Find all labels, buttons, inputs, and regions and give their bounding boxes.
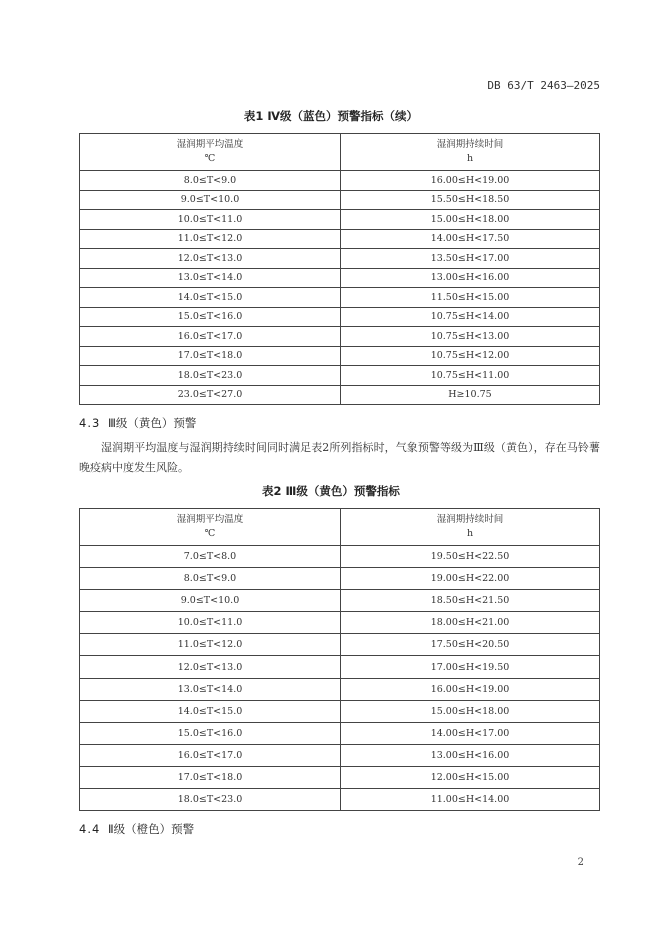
table-row: [80, 171, 600, 191]
table-row: [80, 385, 600, 405]
table-row: [80, 612, 600, 634]
duration-cell: 10.75≤H<14.00: [341, 307, 600, 327]
table1-col1-unit: ℃: [204, 153, 216, 164]
table2-header-row: [80, 509, 600, 546]
temperature-cell: 17.0≤T<18.0: [80, 346, 341, 366]
table1-col1-header: [80, 134, 341, 171]
temperature-cell: 15.0≤T<16.0: [80, 307, 341, 327]
table1-header-row: [80, 134, 600, 171]
duration-cell: 15.50≤H<18.50: [341, 190, 600, 210]
temperature-cell: 18.0≤T<23.0: [80, 789, 341, 811]
temperature-cell: 13.0≤T<14.0: [80, 268, 341, 288]
table-row: [80, 656, 600, 678]
temperature-cell: 16.0≤T<17.0: [80, 744, 341, 766]
duration-cell: 14.00≤H<17.50: [341, 229, 600, 249]
table-row: [80, 546, 600, 568]
table2-caption: 表2 Ⅲ级（黄色）预警指标: [262, 484, 400, 498]
duration-cell: 17.50≤H<20.50: [341, 634, 600, 656]
table1-col2-header: [341, 134, 600, 171]
table2-col1-header: [80, 509, 341, 546]
table2-col2-header: [341, 509, 600, 546]
temperature-cell: 8.0≤T<9.0: [80, 171, 341, 191]
duration-cell: 16.00≤H<19.00: [341, 171, 600, 191]
table-row: [80, 568, 600, 590]
temperature-cell: 17.0≤T<18.0: [80, 766, 341, 788]
table-row: [80, 722, 600, 744]
table-row: [80, 249, 600, 269]
table-row: [80, 700, 600, 722]
section-4-3-heading: [79, 415, 196, 431]
temperature-cell: 7.0≤T<8.0: [80, 546, 341, 568]
section-title: Ⅱ级（橙色）预警: [108, 822, 195, 836]
section-4-3-paragraph: 湿润期平均温度与湿润期持续时间同时满足表2所列指标时，气象预警等级为Ⅲ级（黄色），存在马铃薯晚疫病中度发生风险。: [79, 441, 600, 474]
temperature-cell: 12.0≤T<13.0: [80, 249, 341, 269]
duration-cell: H≥10.75: [341, 385, 600, 405]
temperature-cell: 23.0≤T<27.0: [80, 385, 341, 405]
temperature-cell: 10.0≤T<11.0: [80, 210, 341, 230]
table-row: [80, 268, 600, 288]
duration-cell: 13.00≤H<16.00: [341, 744, 600, 766]
temperature-cell: 11.0≤T<12.0: [80, 634, 341, 656]
standard-code: DB 63/T 2463—2025: [487, 79, 600, 92]
temperature-cell: 13.0≤T<14.0: [80, 678, 341, 700]
table-row: [80, 346, 600, 366]
duration-cell: 19.50≤H<22.50: [341, 546, 600, 568]
duration-cell: 11.50≤H<15.00: [341, 288, 600, 308]
page-number: 2: [577, 857, 584, 868]
table1: [79, 133, 600, 405]
duration-cell: 10.75≤H<11.00: [341, 366, 600, 386]
duration-cell: 14.00≤H<17.00: [341, 722, 600, 744]
table-row: [80, 307, 600, 327]
table2: [79, 508, 600, 811]
table-row: [80, 634, 600, 656]
table2-col1-unit: ℃: [204, 528, 216, 539]
temperature-cell: 9.0≤T<10.0: [80, 190, 341, 210]
temperature-cell: 11.0≤T<12.0: [80, 229, 341, 249]
temperature-cell: 8.0≤T<9.0: [80, 568, 341, 590]
section-number: 4.4: [79, 822, 101, 836]
duration-cell: 12.00≤H<15.00: [341, 766, 600, 788]
table-row: [80, 766, 600, 788]
section-number: 4.3: [79, 416, 101, 430]
table-row: [80, 678, 600, 700]
temperature-cell: 14.0≤T<15.0: [80, 700, 341, 722]
table-row: [80, 366, 600, 386]
table-row: [80, 590, 600, 612]
table1-col2-unit: h: [466, 153, 474, 164]
duration-cell: 10.75≤H<12.00: [341, 346, 600, 366]
duration-cell: 18.00≤H<21.00: [341, 612, 600, 634]
duration-cell: 10.75≤H<13.00: [341, 327, 600, 347]
temperature-cell: 14.0≤T<15.0: [80, 288, 341, 308]
duration-cell: 15.00≤H<18.00: [341, 700, 600, 722]
duration-cell: 13.00≤H<16.00: [341, 268, 600, 288]
table1-col1-title: 湿润期平均温度: [176, 139, 244, 150]
duration-cell: 16.00≤H<19.00: [341, 678, 600, 700]
temperature-cell: 15.0≤T<16.0: [80, 722, 341, 744]
table-row: [80, 229, 600, 249]
duration-cell: 15.00≤H<18.00: [341, 210, 600, 230]
table2-col2-title: 湿润期持续时间: [436, 514, 504, 525]
section-title: Ⅲ级（黄色）预警: [108, 416, 197, 430]
table2-col1-title: 湿润期平均温度: [176, 514, 244, 525]
table-row: [80, 288, 600, 308]
duration-cell: 19.00≤H<22.00: [341, 568, 600, 590]
temperature-cell: 10.0≤T<11.0: [80, 612, 341, 634]
section-4-4-heading: [79, 821, 194, 837]
table-row: [80, 190, 600, 210]
duration-cell: 13.50≤H<17.00: [341, 249, 600, 269]
temperature-cell: 9.0≤T<10.0: [80, 590, 341, 612]
duration-cell: 18.50≤H<21.50: [341, 590, 600, 612]
table1-caption: 表1 Ⅳ级（蓝色）预警指标（续）: [243, 109, 419, 123]
table-row: [80, 744, 600, 766]
temperature-cell: 18.0≤T<23.0: [80, 366, 341, 386]
temperature-cell: 16.0≤T<17.0: [80, 327, 341, 347]
table1-col2-title: 湿润期持续时间: [436, 139, 504, 150]
table2-col2-unit: h: [466, 528, 474, 539]
table-row: [80, 327, 600, 347]
duration-cell: 17.00≤H<19.50: [341, 656, 600, 678]
duration-cell: 11.00≤H<14.00: [341, 789, 600, 811]
temperature-cell: 12.0≤T<13.0: [80, 656, 341, 678]
table-row: [80, 789, 600, 811]
table-row: [80, 210, 600, 230]
